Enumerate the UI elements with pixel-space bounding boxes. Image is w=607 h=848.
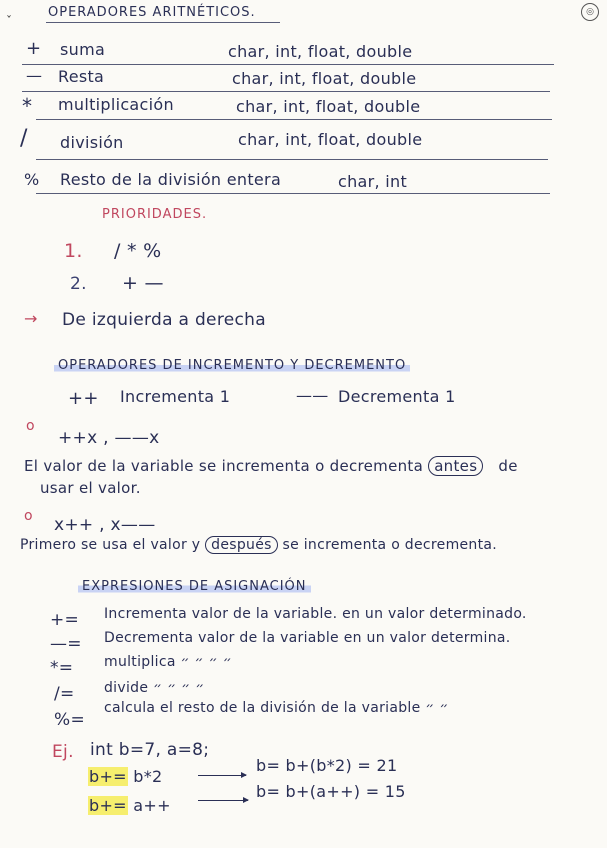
despues-circled: después [205,536,278,554]
priority-2-operators: + — [122,272,164,294]
assign-op: += [50,610,80,630]
arith-name: Resta [58,67,105,86]
arith-name: división [60,133,124,152]
assign-op: %= [54,710,85,730]
row-divider [36,159,548,160]
arith-types: char, int [338,172,408,191]
row-divider [22,64,554,65]
arith-title: OPERADORES ARITNÉTICOS. [48,5,256,20]
arith-symbol: / [20,126,28,151]
direction-note: De izquierda a derecha [62,310,266,330]
arith-types: char, int, float, double [232,69,417,88]
arrow-icon: → [24,309,38,328]
decrement-symbol: —— [296,386,329,405]
bullet-icon: o [26,418,35,434]
antes-circled: antes [428,456,483,476]
example-declaration: int b=7, a=8; [90,740,210,760]
arrow-right-icon [198,800,248,801]
pre-increment-expr: ++x , ——x [58,428,160,448]
row-divider [22,91,550,92]
arith-symbol: % [24,170,40,189]
priorities-title: PRIORIDADES. [102,207,208,222]
assign-op: —= [50,634,82,654]
priority-2-number: 2. [70,274,87,294]
assign-op: *= [50,658,74,678]
arith-types: char, int, float, double [238,130,423,149]
example-1-expr: b+= b*2 [89,767,163,786]
incdec-title: OPERADORES DE INCREMENTO Y DECREMENTO [54,358,410,373]
arith-types: char, int, float, double [236,97,421,116]
arrow-right-icon [198,775,246,776]
post-increment-desc: Primero se usa el valor y después se incrementa o decrementa. [20,537,498,553]
example-1-result: b= b+(b*2) = 21 [256,756,398,775]
row-divider [36,119,552,120]
priority-1-number: 1. [64,240,83,262]
assign-op: /= [54,684,75,704]
example-2-expr: b+= a++ [89,796,171,815]
arith-title-underline [46,22,280,23]
increment-label: Incrementa 1 [120,387,231,406]
row-divider [36,193,550,194]
pre-increment-desc: El valor de la variable se incrementa o decrementa antes de [24,457,518,475]
arith-symbol: — [26,66,43,85]
post-increment-expr: x++ , x—— [54,515,156,535]
example-2-result: b= b+(a++) = 15 [256,782,406,801]
arith-name: multiplicación [58,95,174,114]
example-label: Ej. [52,742,74,762]
assign-desc: multiplica ״ ״ ״ ״ [104,654,233,670]
assign-desc: Incrementa valor de la variable. en un valor determinado. [104,606,527,622]
arith-symbol: + [26,38,42,59]
decrement-label: Decrementa 1 [338,387,456,406]
bullet-icon: o [24,508,33,524]
arith-types: char, int, float, double [228,42,413,61]
assign-desc: calcula el resto de la división de la variable ״ ״ [104,700,449,716]
arith-symbol: * [22,94,33,118]
arith-name: Resto de la división entera [60,170,282,189]
pre-increment-desc-cont: usar el valor. [40,479,141,497]
priority-1-operators: / * % [114,240,162,262]
assign-desc: divide ״ ״ ״ ״ [104,680,205,696]
circle-badge-icon: ◎ [581,3,599,21]
page-mark-icon: ˇ [6,14,12,28]
arith-name: suma [60,40,106,59]
increment-symbol: ++ [68,388,99,409]
assign-title: EXPRESIONES DE ASIGNACIÓN [78,579,311,594]
assign-desc: Decrementa valor de la variable en un valor determina. [104,630,511,646]
